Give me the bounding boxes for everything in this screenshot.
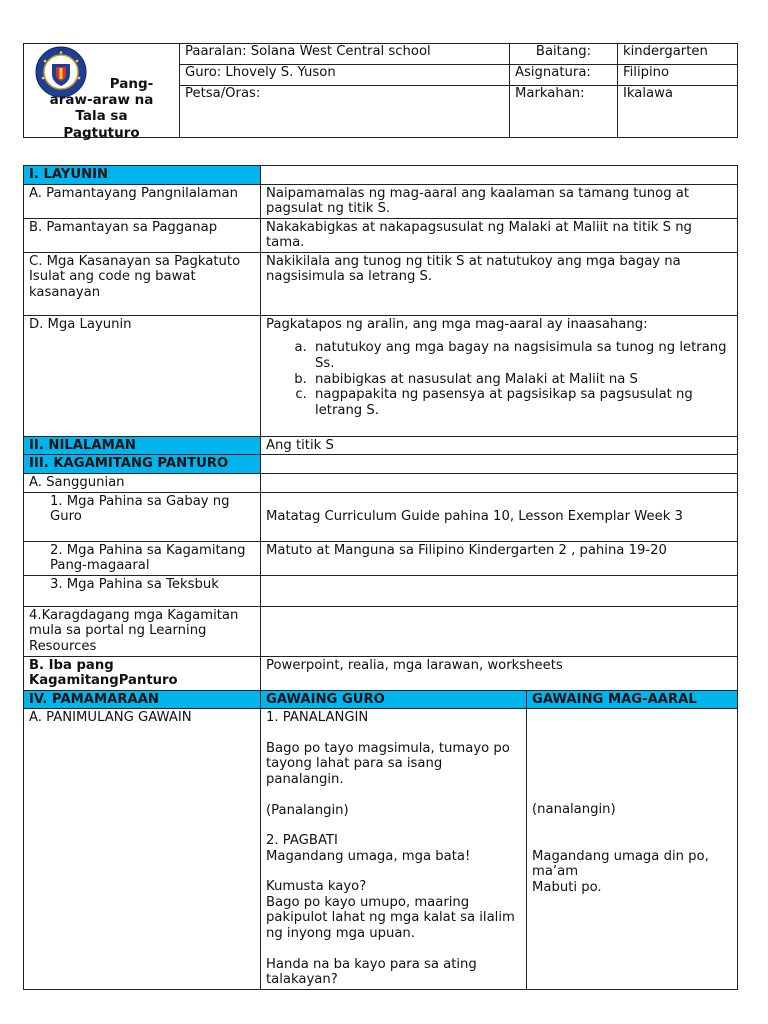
kagamitan-heading: III. KAGAMITANG PANTURO <box>24 455 261 474</box>
teacher-cell: Guro: Lhovely S. Yuson <box>180 65 510 86</box>
other-materials-label: B. Iba pang KagamitangPanturo <box>24 656 261 690</box>
subject-label: Asignatura: <box>510 65 618 86</box>
learner-material-label: 2. Mga Pahina sa Kagamitang Pang-magaaral <box>24 541 261 575</box>
subject-value: Filipino <box>618 65 738 86</box>
student-greeting: Magandang umaga din po, ma’am <box>532 848 709 880</box>
content-standard-value: Naipamamalas ng mag-aaral ang kaalaman sa tamang tunog at pagsulat ng titik S. <box>261 184 738 218</box>
objective-item: c. nagpapakita ng pasensya at pagsisikap sa pagsusulat ng letrang S. <box>311 387 732 418</box>
school-cell: Paaralan: Solana West Central school <box>180 44 510 65</box>
lr-portal-label: 4.Karagdagang mga Kagamitan mula sa portal ng Learning Resources <box>24 606 261 656</box>
objective-item: a. natutukoy ang mga bagay na nagsisimula sa tunog ng letrang Ss. <box>311 340 732 371</box>
student-prayer: (nanalangin) <box>532 802 616 818</box>
quarter-value: Ikalawa <box>618 86 738 138</box>
logo-title-cell <box>24 44 180 141</box>
student-activity-cell <box>527 709 738 990</box>
nilalaman-heading: II. NILALAMAN <box>24 436 261 455</box>
teacher-activity-heading: GAWAING GURO <box>261 690 527 709</box>
student-activity-heading: GAWAING MAG-AARAL <box>527 690 738 709</box>
performance-standard-label: B. Pamantayan sa Pagganap <box>24 218 261 252</box>
objectives-list <box>266 340 732 418</box>
quarter-label: Markahan: <box>510 86 618 138</box>
introductory-activity-label: A. PANIMULANG GAWAIN <box>24 709 261 990</box>
date-cell: Petsa/Oras: <box>180 86 510 138</box>
content-standard-label: A. Pamantayang Pangnilalaman <box>24 184 261 218</box>
lesson-table <box>23 165 738 990</box>
teacher-activity-cell: 1. PANALANGIN Bago po tayo magsimula, tumayo po tayong lahat para sa isang panalangin. (Panalangin) 2. PAGBATI Magandang umaga, mga bata! Kumusta kayo? Bago po kayo umupo, maaring pakipulot lahat ng mga kalat sa ilalim ng inyong mga upuan. Handa na ba kayo para sa ating talakayan? <box>261 709 527 990</box>
references-label: A. Sanggunian <box>24 474 261 493</box>
competencies-value: Nakikilala ang tunog ng titik S at natutukoy ang mga bagay na nagsisimula sa letrang S. <box>261 252 738 315</box>
grade-label: Baitang: <box>510 44 618 65</box>
lesson-plan-title: Pang- araw-araw na Tala sa Pagtuturo <box>49 76 154 141</box>
objectives-label: D. Mga Layunin <box>24 315 261 436</box>
layunin-heading: I. LAYUNIN <box>24 166 261 185</box>
nilalaman-value: Ang titik S <box>261 436 738 455</box>
teacher-guide-value: Matatag Curriculum Guide pahina 10, Lesson Exemplar Week 3 <box>261 492 738 541</box>
student-response: Mabuti po. <box>532 879 602 895</box>
other-materials-value: Powerpoint, realia, mga larawan, worksheets <box>261 656 738 690</box>
objective-item: b. nabibigkas at nasusulat ang Malaki at Maliit na S <box>311 372 732 388</box>
pamamaraan-heading: IV. PAMAMARAAN <box>24 690 261 709</box>
teacher-guide-label: 1. Mga Pahina sa Gabay ng Guro <box>24 492 261 541</box>
objectives-value: Pagkatapos ng aralin, ang mga mag-aaral ay inaasahang: a. natutukoy ang mga bagay na nagsisimula sa tunog ng letrang Ss. b. nabibigkas at nasusulat ang Malaki at Maliit na S c. nagpapakita ng pasensya at pagsisikap sa pagsusulat ng letrang S. <box>261 315 738 436</box>
textbook-label: 3. Mga Pahina sa Teksbuk <box>24 575 261 606</box>
header-table <box>23 43 738 141</box>
grade-value: kindergarten <box>618 44 738 65</box>
competencies-label: C. Mga Kasanayan sa Pagkatuto Isulat ang code ng bawat kasanayan <box>24 252 261 315</box>
learner-material-value: Matuto at Manguna sa Filipino Kindergarten 2 , pahina 19-20 <box>261 541 738 575</box>
performance-standard-value: Nakakabigkas at nakapagsusulat ng Malaki at Maliit na titik S ng tama. <box>261 218 738 252</box>
